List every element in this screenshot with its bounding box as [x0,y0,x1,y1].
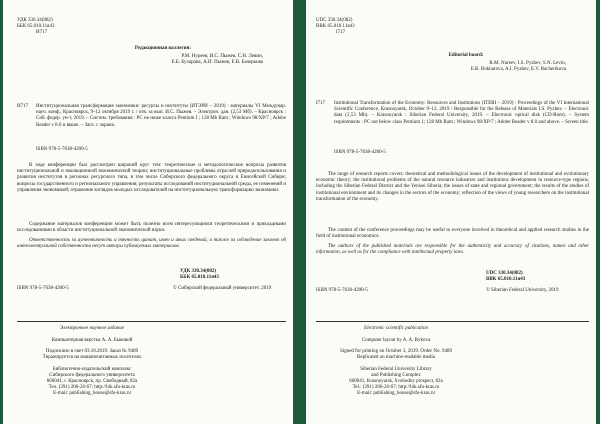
replication-note: Тиражируется на машиночитаемых носителях [42,355,142,360]
responsibility-notice: Ответственность за аутентичность и точность цитат, имен и иных сведений, а также за соблюдение законов об интеллектуальной собственности несут авторы публикуемых материалов. [17,238,286,250]
isbn: ISBN 978-5-7638-4200-5 [334,150,386,155]
board-line-2: E.B. Bukharova, A.I. Pyzhev, E.V. Bacherikova [470,67,566,72]
isbn: ISBN 978-5-7638-4200-5 [36,147,88,152]
publisher-email: E-mail: publishing_house@sfu-kras.ru [357,391,435,396]
signed-date: Подписано в свет 03.10.2019. Заказ № 9489 [45,349,139,354]
bbk-code-bottom: ББК 65.010.11я43 [180,275,219,280]
abstract-paragraph-2: The content of the conference proceedings may be useful to everyone involved in theoretical and applied research studies in the field of institutional economics. [316,228,589,240]
bbk-code: ББК 65.010.11я43 [17,24,55,29]
publisher-address: 660041, Krasnoyarsk, Svobodny prospect, 82a [349,379,443,384]
board-title: Редакционная коллегия: [134,46,192,51]
udk-code: УДК 330.34(082) [17,18,53,23]
publisher-phone: Тел. (391) 206-26-67; http://bik.sfu-kras.ru [48,385,136,390]
publisher-line-2: Сибирского федерального университета [49,373,135,378]
abstract-paragraph-1: В ходе конференции был рассмотрен широкий круг тем: теоретические и методологические вопросы развития институциональной и эволюционной экономической теории; институциональные проблемы отраслей природопользования и развития институтов в регионах ресурсного типа, в том числе Сибирского федерального округа и Енисейской Сибири; вопросы государственного и регионального управления; результаты исследований институциональной среды, ее изменений и управления экономикой; отражение взглядов молодых исследователей на институциональную трансформацию экономики. [17,163,286,193]
bbk-code: BBK 65.010.11я43 [316,24,355,29]
board-line-1: Р.М. Нуреев, И.С. Пыжев, С.Н. Левин, [181,54,263,59]
abstract-paragraph-1: The range of research reports covers: theoretical and methodological issues of the development of institutional and evolutionary economic theory; the institutional problems of the natural resource industries and institutions development in resource-type regions, including the Siberian Federal District and the Yenisei Siberia; the issues of state and regional government; the results of the studies of institutional environment and its changes in the sectors of the economy; reflection of the views of young researchers on the institutional transformation of the economy. [316,172,589,202]
udc-code-bottom: UDC 330.34(082) [486,271,523,276]
bbk-code-bottom: BBK 65.010.11я43 [486,277,526,282]
divider [316,321,589,322]
entry-code: И717 [17,104,29,109]
publisher-line-1: Siberian Federal University Library [360,367,432,372]
publication-type: Electronic scientific publication [364,326,428,331]
divider [17,321,286,322]
abstract-paragraph-2: Содержание материалов конференции может быть полезно всем интересующимся теоретическими и прикладными исследованиями в области институциональной экономической науки. [17,222,286,234]
publisher-line-1: Библиотечно-издательский комплекс [52,367,132,372]
responsibility-notice: The authors of the published materials are responsible for the authenticity and accuracy of citations, names and other information, as well as for the compliance with intellectual property laws. [316,244,589,256]
udc-code: UDC 330.34(082) [316,18,353,23]
replication-note: Replicated on machine-readable media [357,355,435,360]
signed-date: Signed for printing on October 3, 2019. Order No. 9489 [340,349,452,354]
isbn-bottom: ISBN 978-5-7638-4200-5 [316,288,368,293]
publisher-email: E-mail: publishing_house@sfu-kras.ru [53,391,131,396]
isbn-bottom: ISBN 978-5-7638-4200-5 [17,286,69,291]
entry-code: I717 [316,101,326,106]
layout-credit: Computer layout by A. A. Bykova [361,338,431,343]
left-page [3,0,293,424]
board-title: Editorial board: [448,53,484,58]
right-page [306,0,596,424]
copyright: © Siberian Federal University, 2019 [486,288,559,293]
publisher-phone: Tel.: (391) 206-26-67; http://bik.sfu-kras.ru [352,385,440,390]
board-line-1: R.M. Nureev, I.S. Pyzhev, S.N. Levin, [489,61,566,66]
udk-code-bottom: УДК 330.34(082) [180,269,217,274]
book-code: I717 [336,30,346,35]
layout-credit: Компьютерная верстка А. А. Быковой [51,338,133,343]
book-code: И717 [36,30,48,35]
publisher-address: 660041, г. Красноярск, пр. Свободный, 82а [46,379,138,384]
bibliographic-entry: Институциональная трансформация экономики: ресурсы и институты (ИТЭРИ – 2019) : материалы VI Междунар. науч. конф., Красноярск, 9–12 октября 2019 г. / отв. за вып. И.С. Пыжев. – Электрон. дан. (2,53 Мб). – Красноярск : Сиб. федер. ун-т, 2019. – Систем. требования : PC не ниже класса Pentium I ; 128 Mb Ram ; Windows 98/XP/7 ; Adobe Reader v 8.0 и выше. – Загл. с экрана. [36,104,286,128]
publication-type: Электронное научное издание [59,326,125,331]
bibliographic-entry: Institutional Transformation of the Economy: Resources and Institutions (ITERI – 2019) : Proceedings of the VI International Scientific Conference, Krasnoyarsk, October 9–12, 2019 / Responsible for the Release of Materials I.S. Pyzhev. – Electronic data (2,53 Mb). – Krasnoyarsk : Siberian Federal University, 2019. – Electronic optical disk (CD-Rom). – System requirements : PC not below class Pentium 1; 128 Mb Ram ; Windows 98/XP/7 ; Adobe Reader v 8.0 and above. – Screen title. [334,101,589,125]
board-line-2: Е.Б. Бухарова, А.И. Пыжев, Е.В. Бачеркова [171,60,263,65]
publisher-line-2: and Publishing Complex [371,373,421,378]
copyright: © Сибирский федеральный университет, 2019 [173,286,272,291]
